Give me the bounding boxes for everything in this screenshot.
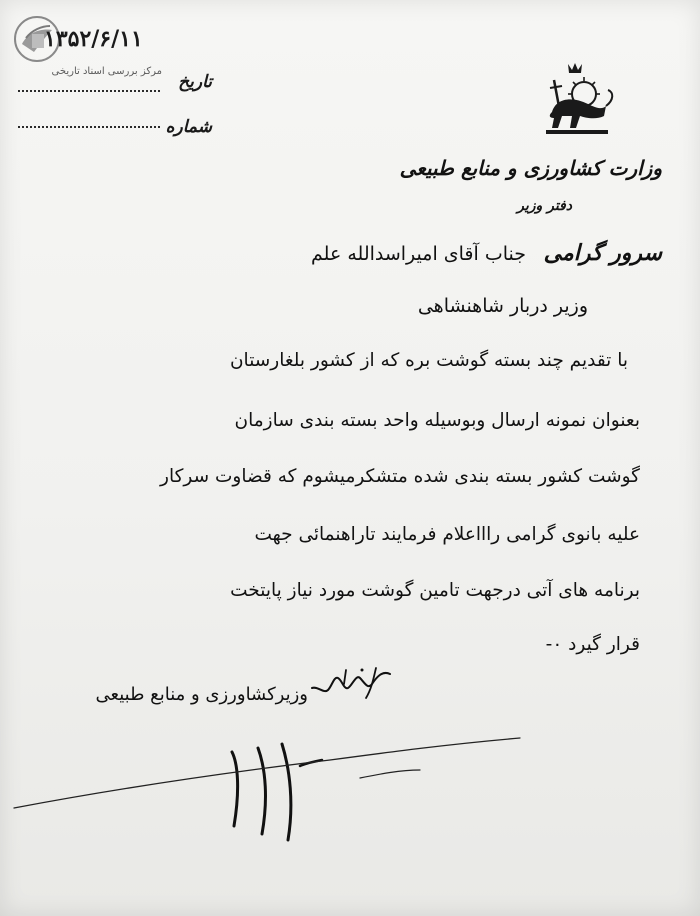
body-line-1: با تقدیم چند بسته گوشت بره که از کشور بلغارستان [229, 350, 628, 371]
handwritten-signature [306, 664, 396, 706]
ministry-name: وزارت کشاورزی و منابع طبیعی [399, 156, 662, 180]
pen-scribble-mark [0, 730, 700, 850]
salutation: سرور گرامی [543, 240, 662, 266]
body-line-5: برنامه های آتی درجهت تامین گوشت مورد نیاز پایتخت [230, 580, 640, 601]
office-name: دفتر وزیر [517, 198, 572, 214]
body-line-2: بعنوان نمونه ارسال وبوسیله واحد بسته بندی سازمان [234, 410, 640, 431]
lion-and-sun-emblem-icon [532, 60, 618, 140]
date-label: تاریخ [178, 72, 212, 92]
number-dotted-line [18, 126, 160, 128]
body-line-4: علیه بانوی گرامی راااعلام فرمایند تاراهنمائی جهت [254, 524, 640, 545]
date-stamp: ۱۳۵۲/۶/۱۱ [44, 26, 143, 52]
addressee-name: جناب آقای امیراسدالله علم [311, 243, 526, 265]
date-dotted-line [18, 90, 160, 92]
addressee-title: وزیر دربار شاهنشاهی [417, 295, 588, 317]
body-line-3: گوشت کشور بسته بندی شده متشکرمیشوم که قضاوت سرکار [160, 466, 640, 487]
signatory-title: وزیرکشاورزی و منابع طبیعی [95, 684, 308, 705]
body-line-6: قرار گیرد ۰- [545, 634, 640, 655]
archive-name: مرکز بررسی اسناد تاریخی [51, 66, 162, 77]
number-label: شماره [165, 117, 212, 137]
